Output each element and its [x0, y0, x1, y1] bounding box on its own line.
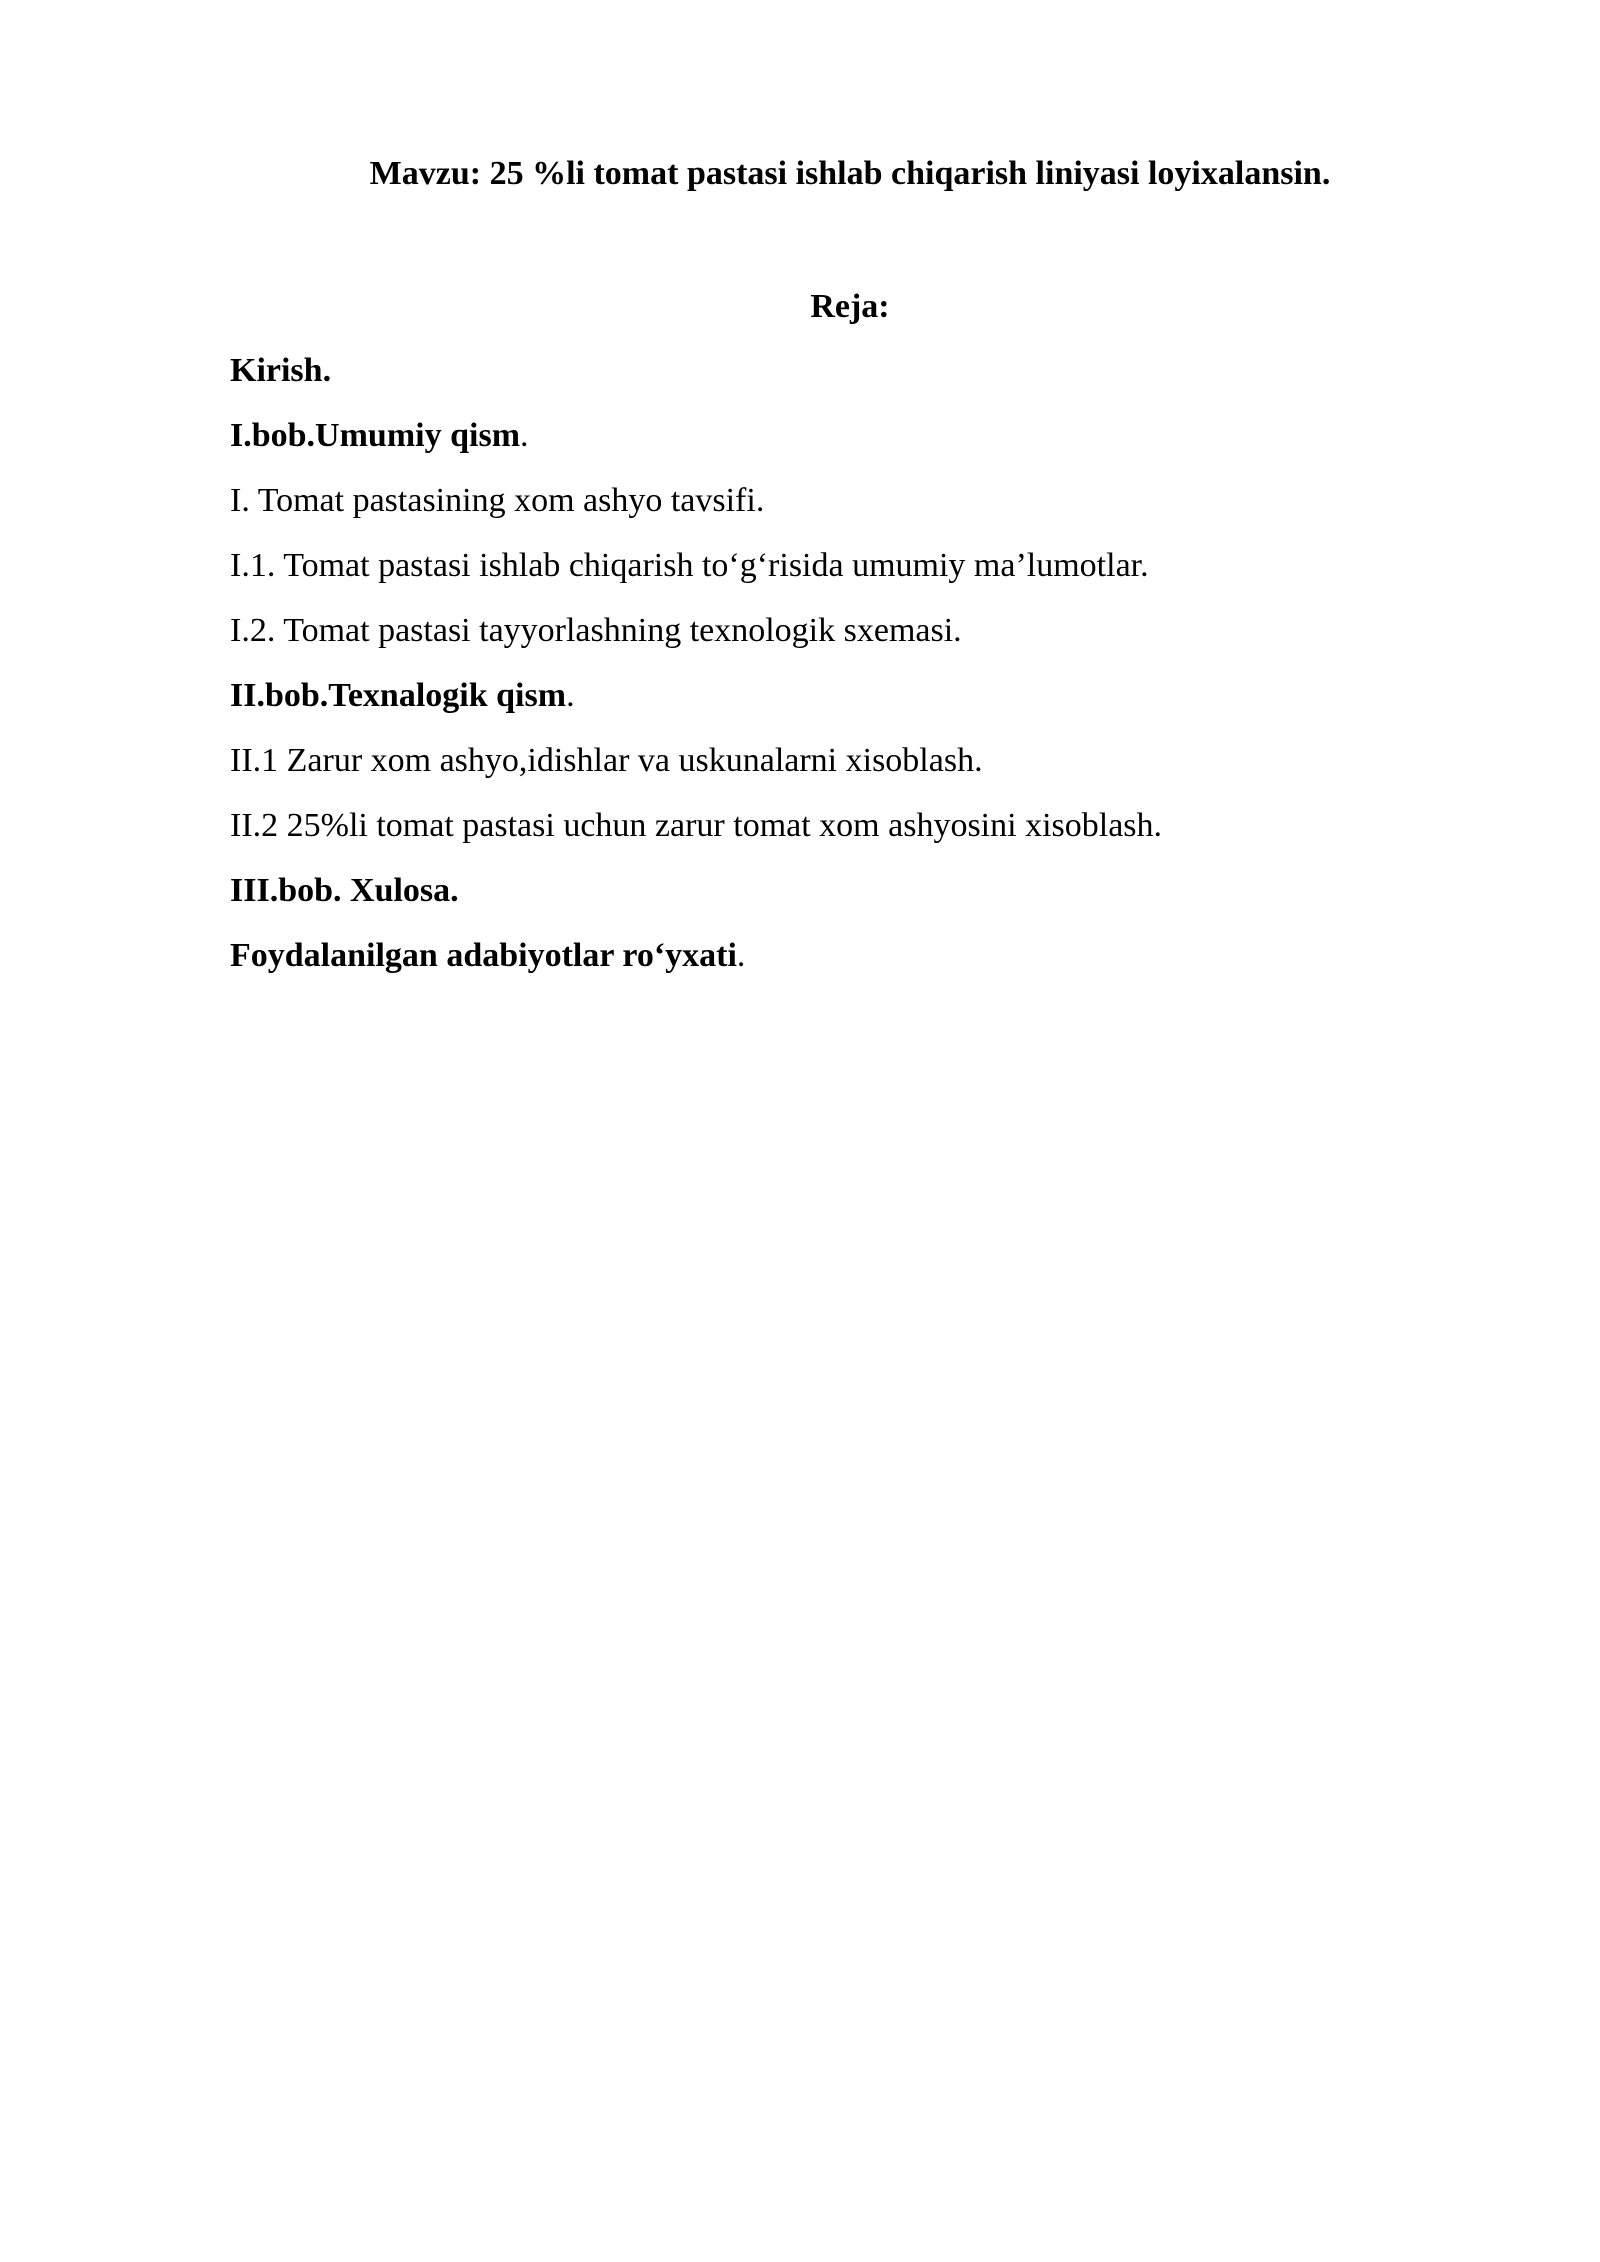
plan-heading: Reja:: [810, 288, 890, 325]
plan-item-text: II.1 Zarur xom ashyo,idishlar va uskunalarni xisoblash.: [230, 742, 983, 779]
plan-item: [230, 608, 1430, 673]
plan-item-bold: I.bob.Umumiy qism: [230, 417, 521, 454]
plan-item-text: .: [520, 417, 529, 454]
plan-item: [230, 933, 1430, 998]
plan-item-text: I. Tomat pastasining xom ashyo tavsifi.: [230, 482, 765, 519]
plan-item-text: .: [736, 937, 746, 974]
plan-list: [230, 348, 1430, 998]
plan-item-bold: Foydalanilgan adabiyotlar ro‘yxati: [230, 937, 737, 974]
document-title: Mavzu: 25 %li tomat pastasi ishlab chiqarish liniyasi loyixalansin.: [369, 155, 1331, 192]
plan-item: [230, 868, 1430, 933]
plan-item-text: I.1. Tomat pastasi ishlab chiqarish to‘g‘risida umumiy ma’lumotlar.: [230, 547, 1149, 584]
plan-item: [230, 738, 1430, 803]
plan-item-text: II.2 25%li tomat pastasi uchun zarur tomat xom ashyosini xisoblash.: [230, 807, 1163, 844]
plan-item-text: I.2. Tomat pastasi tayyorlashning texnologik sxemasi.: [230, 612, 962, 649]
plan-item: [230, 543, 1430, 608]
plan-item: [230, 478, 1430, 543]
plan-item: [230, 803, 1430, 868]
plan-item: [230, 348, 1430, 413]
plan-item: [230, 673, 1430, 738]
plan-item: [230, 413, 1430, 478]
plan-item-bold: II.bob.Texnalogik qism: [230, 677, 567, 714]
plan-item-bold: Kirish.: [230, 352, 332, 389]
plan-item-text: .: [566, 677, 575, 714]
plan-item-bold: III.bob. Xulosa.: [230, 872, 459, 909]
